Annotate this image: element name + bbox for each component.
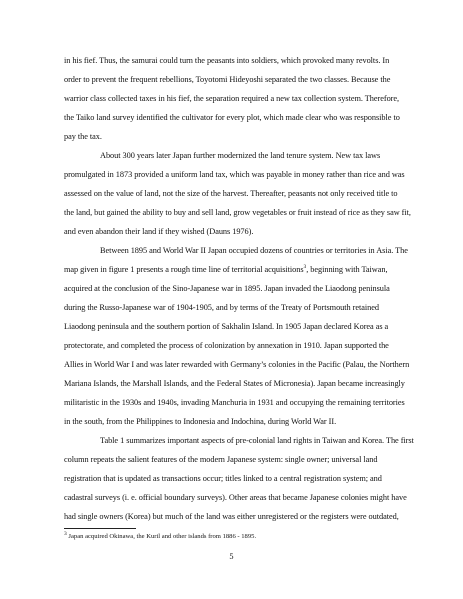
body-line: pay the tax.: [64, 132, 102, 141]
paragraph-first-line: Table 1 summarizes important aspects of pre-colonial land rights in Taiwan and Korea. The first: [100, 436, 414, 445]
page-number: 5: [229, 552, 234, 561]
body-line: assessed on the value of land, not the size of the harvest. Thereafter, peasants not only received title to: [64, 189, 398, 198]
body-line: Mariana Islands, the Marshall Islands, and the Federal States of Micronesia). Japan became increasingly: [64, 379, 405, 388]
body-line: the land, but gained the ability to buy and sell land, grow vegetables or fruit instead of rice as they saw fit,: [64, 208, 411, 217]
body-line: registration that is updated as transactions occur; titles linked to a central registration system; and: [64, 474, 382, 483]
footnote-text: Japan acquired Okinawa, the Kuril and other islands from 1886 - 1895.: [68, 533, 257, 540]
body-line: Allies in World War I and was later rewarded with Germany’s colonies in the Pacific (Palau, the Northern: [64, 360, 410, 369]
paragraph-first-line: About 300 years later Japan further modernized the land tenure system. New tax laws: [100, 151, 381, 160]
footnote-separator: [64, 528, 136, 529]
body-line-text: map given in figure 1 presents a rough time line of territorial acquisitions: [64, 265, 304, 274]
body-line: the Taiko land survey identified the cultivator for every plot, which made clear who was responsible to: [64, 113, 400, 122]
body-line: order to prevent the frequent rebellions, Toyotomi Hideyoshi separated the two classes. Because the: [64, 75, 391, 84]
body-line: in the south, from the Philippines to Indonesia and Indochina, during World War II.: [64, 417, 337, 426]
body-line: militaristic in the 1930s and 1940s, invading Manchuria in 1931 and occupying the remaining territories: [64, 398, 405, 407]
body-line: in his fief. Thus, the samurai could turn the peasants into soldiers, which provoked many revolts. In: [64, 56, 390, 65]
footnote-marker: 3: [64, 530, 67, 537]
body-line: [64, 265, 387, 275]
body-line-text: , beginning with Taiwan,: [306, 265, 388, 274]
body-line: and even abandon their land if they wished (Dauns 1976).: [64, 227, 254, 236]
paragraph-first-line: Between 1895 and World War II Japan occupied dozens of countries or territories in Asia. The: [100, 246, 408, 255]
body-line: column repeats the salient features of the modern Japanese system: single owner; universal land: [64, 455, 378, 464]
body-line: during the Russo-Japanese war of 1904-1905, and by terms of the Treaty of Portsmouth retained: [64, 303, 379, 312]
body-line: protectorate, and completed the process of colonization by annexation in 1910. Japan supported the: [64, 341, 389, 350]
body-line: cadastral surveys (i. e. official boundary surveys). Other areas that became Japanese colonies might have: [64, 493, 407, 502]
body-line: promulgated in 1873 provided a uniform land tax, which was payable in money rather than rice and was: [64, 170, 405, 179]
body-line: had single owners (Korea) but much of the land was either unregistered or the registers were outdated,: [64, 512, 399, 521]
body-line: acquired at the conclusion of the Sino-Japanese war in 1895. Japan invaded the Liaodong peninsula: [64, 284, 390, 293]
footnote-reference: 3: [303, 264, 307, 271]
body-line: warrior class collected taxes in his fief, the separation required a new tax collection system. Therefore,: [64, 94, 400, 103]
footnote: [64, 532, 256, 541]
body-line: Liaodong peninsula and the southern portion of Sakhalin Island. In 1905 Japan declared Korea as a: [64, 322, 389, 331]
